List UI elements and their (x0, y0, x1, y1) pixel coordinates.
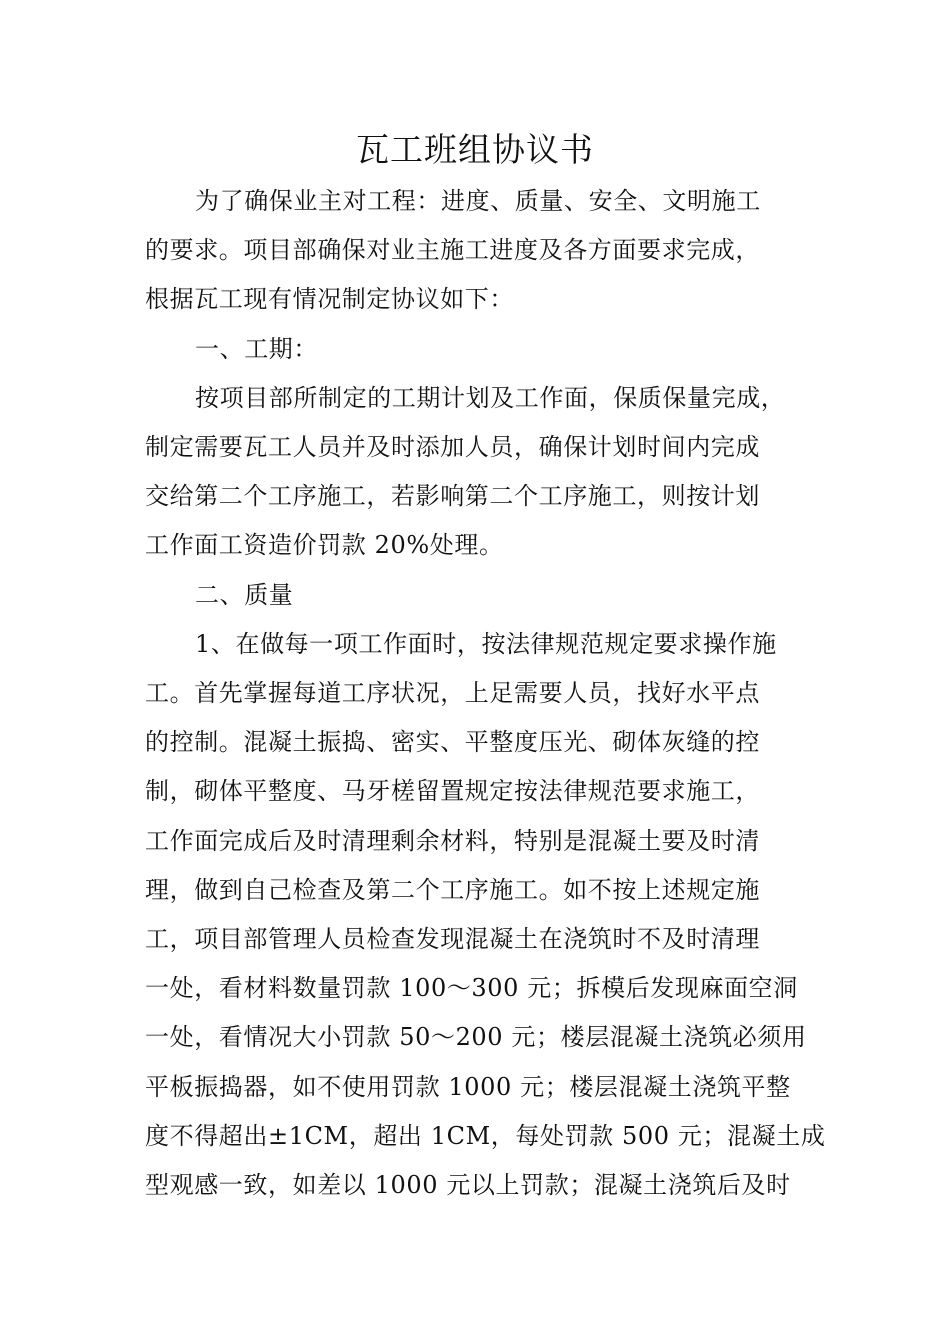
paragraph-line: 工。首先掌握每道工序状况，上足需要人员，找好水平点 (145, 679, 760, 708)
paragraph-line: 交给第二个工序施工，若影响第二个工序施工，则按计划 (145, 482, 760, 511)
paragraph-line: 按项目部所制定的工期计划及工作面，保质保量完成， (195, 383, 786, 412)
paragraph-line: 工，项目部管理人员检查发现混凝土在浇筑时不及时清理 (145, 925, 760, 954)
paragraph-line: 工作面工资造价罚款 20%处理。 (145, 531, 504, 560)
section-heading-schedule: 一、工期： (195, 334, 318, 363)
document-body (145, 177, 835, 1210)
paragraph-line: 一处，看情况大小罚款 50～200 元；楼层混凝土浇筑必须用 (145, 1023, 807, 1052)
paragraph-line: 制定需要瓦工人员并及时添加人员，确保计划时间内完成 (145, 433, 760, 462)
document-title: 瓦工班组协议书 (356, 130, 594, 169)
paragraph-line: 的控制。混凝土振捣、密实、平整度压光、砌体灰缝的控 (145, 728, 760, 757)
section-heading-quality: 二、质量 (195, 580, 294, 609)
paragraph-line: 平板振捣器，如不使用罚款 1000 元；楼层混凝土浇筑平整 (145, 1072, 791, 1101)
paragraph-line: 理，做到自己检查及第二个工序施工。如不按上述规定施 (145, 875, 760, 904)
paragraph-line: 根据瓦工现有情况制定协议如下： (145, 285, 514, 314)
paragraph-line: 的要求。项目部确保对业主施工进度及各方面要求完成， (145, 236, 760, 265)
paragraph-line: 工作面完成后及时清理剩余材料，特别是混凝土要及时清 (145, 826, 760, 855)
paragraph-line: 一处，看材料数量罚款 100～300 元；拆模后发现麻面空洞 (145, 974, 798, 1003)
paragraph-line: 度不得超出±1CM，超出 1CM，每处罚款 500 元；混凝土成 (145, 1121, 826, 1150)
paragraph-line: 型观感一致，如差以 1000 元以上罚款；混凝土浇筑后及时 (145, 1171, 791, 1200)
paragraph-line: 为了确保业主对工程：进度、质量、安全、文明施工 (195, 187, 761, 215)
paragraph-line: 制，砌体平整度、马牙槎留置规定按法律规范要求施工， (145, 777, 760, 806)
paragraph-line: 1、在做每一项工作面时，按法律规范规定要求操作施 (195, 629, 777, 658)
